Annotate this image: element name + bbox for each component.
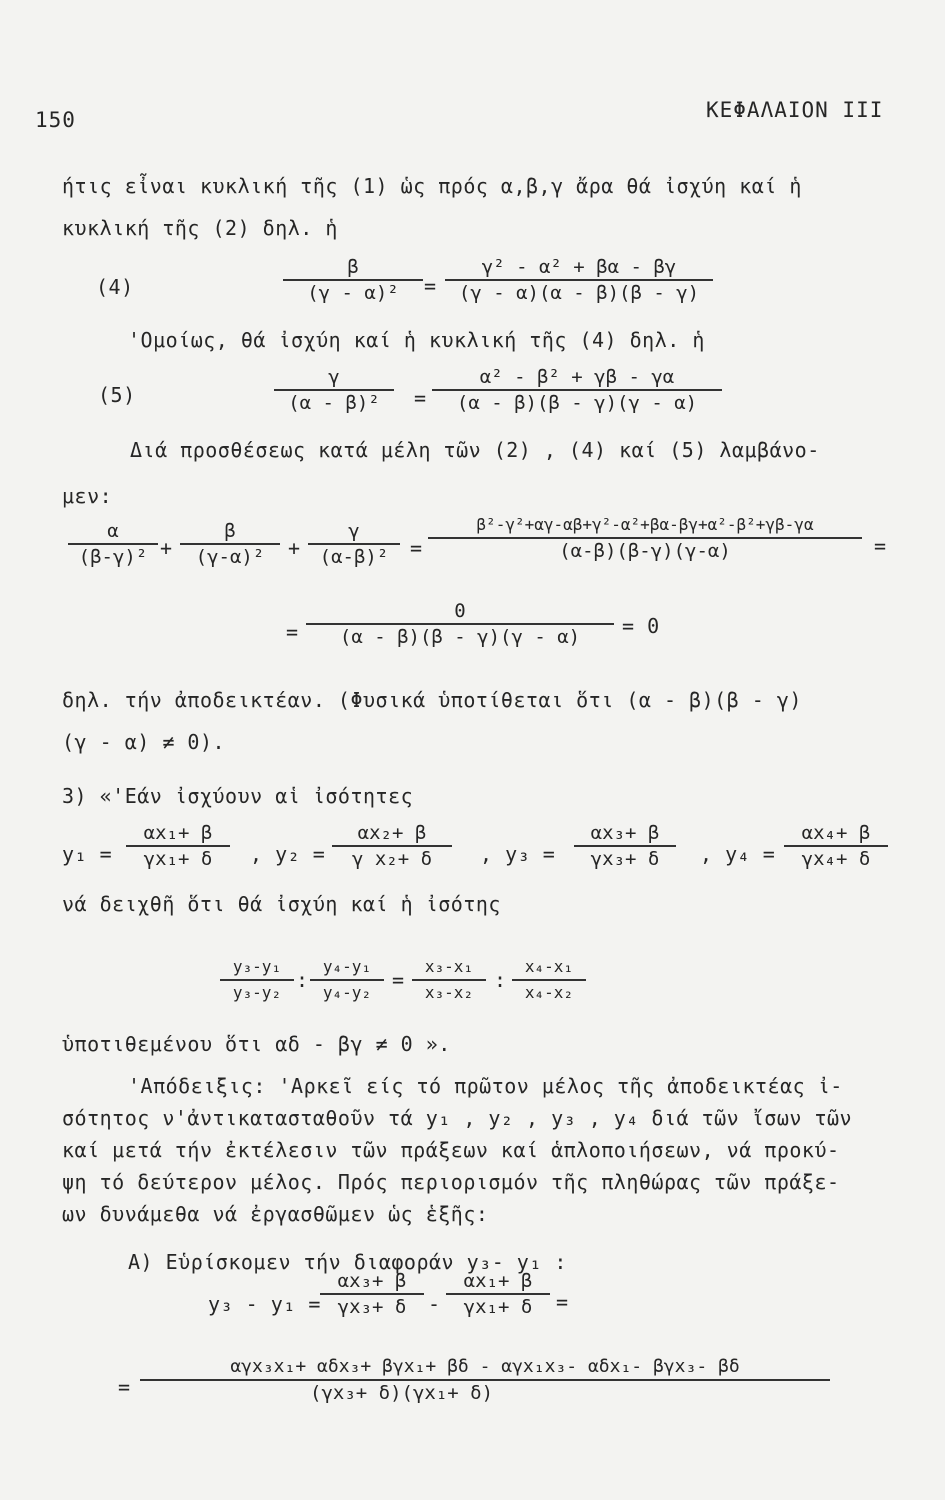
text-line: ων δυνάμεθα νά ἐργασθῶμεν ὡς ἑξῆς: (62, 1202, 489, 1226)
denominator: y₄-y₂ (322, 983, 372, 1002)
numerator: αx₁+ β (463, 1270, 533, 1292)
numerator: αx₂+ β (357, 822, 427, 844)
denominator: x₃-x₂ (424, 983, 474, 1002)
denominator: x₄-x₂ (524, 983, 574, 1002)
denominator: (β-γ)² (78, 546, 148, 568)
equals-sign: = (556, 1290, 569, 1314)
fraction (428, 514, 862, 562)
denominator: γx₃+ δ (590, 848, 660, 870)
y2-label: , y₂ = (250, 842, 326, 866)
denominator: γx₄+ δ (801, 848, 871, 870)
numerator: y₄-y₁ (322, 957, 372, 976)
text-line: ψη τό δεύτερον μέλος. Πρός περιορισμόν τῆς πληθώρας τῶν πράξε- (62, 1170, 840, 1194)
fraction (445, 256, 713, 304)
fraction (446, 1270, 550, 1318)
text-line: 3) «'Εάν ἰσχύουν αἱ ἰσότητες (62, 784, 414, 808)
numerator: 0 (454, 600, 466, 622)
fraction (283, 256, 423, 304)
numerator: γ (348, 520, 360, 542)
fraction (126, 822, 230, 870)
equals-sign: = (392, 968, 405, 992)
equation-lhs: y₃ - y₁ = (208, 1292, 321, 1316)
denominator: (α-β)(β-γ)(γ-α) (559, 540, 731, 562)
denominator: (γ - α)(α - β)(β - γ) (458, 282, 700, 304)
equation-label: (5) (98, 383, 136, 407)
text-line: Διά προσθέσεως κατά μέλη τῶν (2) , (4) καί (5) λαμβάνο- (130, 438, 820, 462)
page-number: 150 (35, 108, 76, 132)
equals-sign: = (286, 620, 299, 644)
denominator: γx₁+ δ (463, 1296, 533, 1318)
fraction (274, 366, 394, 414)
numerator: x₄-x₁ (524, 957, 574, 976)
denominator: (γx₃+ δ)(γx₁+ δ) (310, 1382, 494, 1404)
colon: : (494, 968, 507, 992)
denominator: (α - β)(β - γ)(γ - α) (339, 626, 581, 648)
text-line: σότητος ν'ἀντικατασταθοῦν τά y₁ , y₂ , y₃ , y₄ διά τῶν ἴσων τῶν (62, 1106, 853, 1130)
numerator: αx₄+ β (801, 822, 871, 844)
fraction (306, 600, 614, 648)
text-line: (γ - α) ≠ 0). (62, 730, 226, 754)
denominator: γx₁+ δ (143, 848, 213, 870)
fraction (220, 956, 294, 1004)
denominator: y₃-y₂ (232, 983, 282, 1002)
numerator: x₃-x₁ (424, 957, 474, 976)
fraction (310, 956, 384, 1004)
fraction (308, 520, 400, 568)
plus-sign: + (288, 536, 301, 560)
text-line: νά δειχθῆ ὅτι θά ἰσχύη καί ἡ ἰσότης (62, 892, 501, 916)
text-line: ήτις εἶναι κυκλική τῆς (1) ὡς πρός α,β,γ ἄρα θά ἰσχύη καί ἡ (62, 174, 802, 198)
denominator: (α - β)(β - γ)(γ - α) (456, 392, 698, 414)
colon: : (296, 968, 309, 992)
text-line: μεν: (62, 484, 113, 508)
chapter-title: ΚΕΦΑΛΑΙΟΝ ΙΙΙ (706, 98, 884, 122)
text-line: ὑποτιθεμένου ὅτι αδ - βγ ≠ 0 ». (62, 1032, 451, 1056)
text-line: A) Εὑρίσκομεν τήν διαφοράν y₃- y₁ : (128, 1250, 567, 1274)
denominator: (α-β)² (319, 546, 389, 568)
numerator: αx₃+ β (337, 1270, 407, 1292)
denominator: (γ - α)² (307, 282, 399, 304)
numerator: γ (328, 366, 340, 388)
text-line: καί μετά τήν ἐκτέλεσιν τῶν πράξεων καί ἁπλοποιήσεων, νά προκύ- (62, 1138, 840, 1162)
denominator: (γ-α)² (195, 546, 265, 568)
fraction (432, 366, 722, 414)
denominator: (α - β)² (288, 392, 380, 414)
numerator: α (107, 520, 119, 542)
numerator: β²-γ²+αγ-αβ+γ²-α²+βα-βγ+α²-β²+γβ-γα (476, 515, 814, 534)
numerator: β (224, 520, 236, 542)
numerator: αγx₃x₁+ αδx₃+ βγx₁+ βδ - αγx₁x₃- αδx₁- βγx₃- βδ (230, 1356, 740, 1377)
equals-sign: = (410, 536, 423, 560)
numerator: β (347, 256, 359, 278)
equals-sign: = (424, 274, 437, 298)
text-line: κυκλική τῆς (2) δηλ. ἡ (62, 216, 338, 240)
numerator: α² - β² + γβ - γα (479, 366, 675, 388)
fraction (332, 822, 452, 870)
y4-label: , y₄ = (700, 842, 776, 866)
denominator: γ x₂+ δ (351, 848, 433, 870)
numerator: y₃-y₁ (232, 957, 282, 976)
fraction (68, 520, 158, 568)
fraction (574, 822, 676, 870)
numerator: αx₃+ β (590, 822, 660, 844)
equals-sign: = (118, 1375, 131, 1399)
fraction (180, 520, 280, 568)
fraction (784, 822, 888, 870)
minus-sign: - (428, 1292, 441, 1316)
result: = 0 (622, 614, 660, 638)
fraction (412, 956, 486, 1004)
equation-label: (4) (96, 275, 134, 299)
y3-label: , y₃ = (480, 842, 556, 866)
numerator: αx₁+ β (143, 822, 213, 844)
plus-sign: + (160, 536, 173, 560)
fraction (140, 1356, 830, 1404)
text-line: 'Ομοίως, θά ἰσχύη καί ἡ κυκλική τῆς (4) δηλ. ἡ (128, 328, 705, 352)
text-line: δηλ. τήν ἀποδεικτέαν. (Φυσικά ὑποτίθεται ὅτι (α - β)(β - γ) (62, 688, 802, 712)
denominator: γx₃+ δ (337, 1296, 407, 1318)
fraction (512, 956, 586, 1004)
fraction (320, 1270, 424, 1318)
equals-sign: = (414, 386, 427, 410)
numerator: γ² - α² + βα - βγ (481, 256, 677, 278)
equals-sign: = (874, 534, 887, 558)
text-line: 'Απόδειξις: 'Αρκεῖ είς τό πρῶτον μέλος τῆς ἀποδεικτέας ἰ- (128, 1074, 843, 1098)
y1-label: y₁ = (62, 842, 113, 866)
